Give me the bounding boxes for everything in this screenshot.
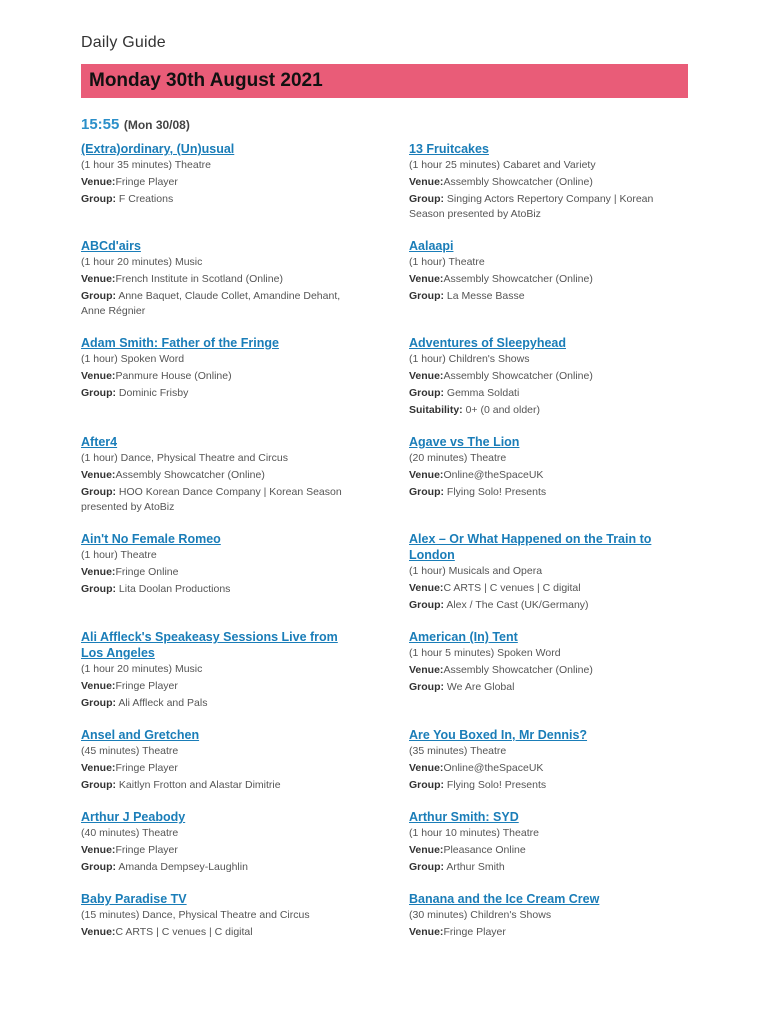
show-group-row xyxy=(81,582,361,597)
show-suitability-value: 0+ (0 and older) xyxy=(465,404,541,416)
show-duration-genre: (1 hour 25 minutes) Cabaret and Variety xyxy=(409,159,596,171)
show-title-link[interactable]: Aalaapi xyxy=(409,239,454,253)
show-entry xyxy=(81,335,361,420)
show-venue-label: Venue: xyxy=(81,176,116,188)
show-venue-label: Venue: xyxy=(81,469,116,481)
show-group-row xyxy=(409,598,689,613)
show-group-value: Flying Solo! Presents xyxy=(446,779,547,791)
show-group-row xyxy=(81,860,361,875)
show-venue-label: Venue: xyxy=(409,664,444,676)
show-entry xyxy=(409,141,689,224)
show-entry xyxy=(409,531,689,615)
show-venue-label: Venue: xyxy=(409,273,444,285)
show-duration-genre: (1 hour 20 minutes) Music xyxy=(81,256,203,268)
show-group-value: F Creations xyxy=(118,193,174,205)
show-venue-row xyxy=(409,761,689,776)
show-venue-label: Venue: xyxy=(409,582,444,594)
show-venue-label: Venue: xyxy=(81,844,116,856)
show-venue-row xyxy=(409,663,689,678)
show-venue-label: Venue: xyxy=(409,469,444,481)
show-duration-genre: (1 hour) Theatre xyxy=(81,549,157,561)
show-group-value: La Messe Basse xyxy=(446,290,525,302)
show-group-value: HOO Korean Dance Company | Korean Season presented by AtoBiz xyxy=(81,486,342,513)
show-group-row xyxy=(81,778,361,793)
show-group-row xyxy=(409,192,689,222)
time-slot-date: (Mon 30/08) xyxy=(123,118,190,132)
show-title-link[interactable]: Ain't No Female Romeo xyxy=(81,532,221,546)
show-group-label: Group: xyxy=(409,599,444,611)
show-group-label: Group: xyxy=(81,779,116,791)
show-group-row xyxy=(409,680,689,695)
show-group-row xyxy=(409,289,689,304)
show-group-label: Group: xyxy=(409,193,444,205)
show-group-value: Singing Actors Repertory Company | Korean Season presented by AtoBiz xyxy=(409,193,654,220)
show-group-value: Gemma Soldati xyxy=(446,387,520,399)
show-venue-value: Online@theSpaceUK xyxy=(443,469,544,481)
show-group-label: Group: xyxy=(81,486,116,498)
show-duration-genre: (20 minutes) Theatre xyxy=(409,452,507,464)
show-group-label: Group: xyxy=(409,290,444,302)
show-entry xyxy=(81,727,361,795)
show-venue-value: Assembly Showcatcher (Online) xyxy=(443,176,593,188)
show-group-label: Group: xyxy=(81,193,116,205)
show-entry xyxy=(409,891,689,942)
show-group-value: Anne Baquet, Claude Collet, Amandine Dehant, Anne Régnier xyxy=(81,290,341,317)
show-group-row xyxy=(409,860,689,875)
show-venue-row xyxy=(81,925,361,940)
show-entry xyxy=(81,809,361,877)
show-venue-label: Venue: xyxy=(81,566,116,578)
show-group-value: Lita Doolan Productions xyxy=(118,583,231,595)
show-venue-row xyxy=(409,843,689,858)
show-group-value: We Are Global xyxy=(446,681,515,693)
show-venue-value: C ARTS | C venues | C digital xyxy=(115,926,253,938)
show-venue-value: French Institute in Scotland (Online) xyxy=(115,273,283,285)
show-title-link[interactable]: American (In) Tent xyxy=(409,630,518,644)
show-entry xyxy=(81,434,361,517)
show-duration-genre: (35 minutes) Theatre xyxy=(409,745,507,757)
show-group-row xyxy=(409,485,689,500)
show-entry xyxy=(409,335,689,420)
show-entry xyxy=(409,434,689,517)
show-title-link[interactable]: Ansel and Gretchen xyxy=(81,728,200,742)
show-venue-value: Fringe Online xyxy=(115,566,179,578)
show-duration-genre: (1 hour 35 minutes) Theatre xyxy=(81,159,211,171)
show-title-link[interactable]: Are You Boxed In, Mr Dennis? xyxy=(409,728,588,742)
show-duration-genre: (1 hour 20 minutes) Music xyxy=(81,663,203,675)
show-group-row xyxy=(81,696,361,711)
show-title-link[interactable]: Adventures of Sleepyhead xyxy=(409,336,566,350)
show-venue-label: Venue: xyxy=(409,176,444,188)
show-duration-genre: (1 hour) Spoken Word xyxy=(81,353,185,365)
show-venue-value: Fringe Player xyxy=(115,176,178,188)
page-header: Daily Guide xyxy=(81,34,166,51)
show-title-link[interactable]: Agave vs The Lion xyxy=(409,435,520,449)
show-group-value: Flying Solo! Presents xyxy=(446,486,547,498)
show-group-label: Group: xyxy=(81,290,116,302)
show-venue-value: Fringe Player xyxy=(115,762,178,774)
show-group-value: Kaitlyn Frotton and Alastar Dimitrie xyxy=(118,779,281,791)
show-suitability-label: Suitability: xyxy=(409,404,463,416)
show-venue-value: Fringe Player xyxy=(115,844,178,856)
show-venue-value: Fringe Player xyxy=(115,680,178,692)
show-group-row xyxy=(81,485,361,515)
show-group-row xyxy=(81,289,361,319)
show-venue-row xyxy=(81,369,361,384)
show-group-label: Group: xyxy=(409,486,444,498)
show-group-row xyxy=(81,386,361,401)
time-slot xyxy=(81,116,190,134)
show-venue-row xyxy=(81,761,361,776)
show-venue-label: Venue: xyxy=(81,273,116,285)
show-venue-label: Venue: xyxy=(81,762,116,774)
show-entry xyxy=(409,238,689,321)
show-duration-genre: (15 minutes) Dance, Physical Theatre and Circus xyxy=(81,909,310,921)
show-venue-label: Venue: xyxy=(409,844,444,856)
show-duration-genre: (40 minutes) Theatre xyxy=(81,827,179,839)
show-duration-genre: (1 hour 5 minutes) Spoken Word xyxy=(409,647,561,659)
show-duration-genre: (1 hour 10 minutes) Theatre xyxy=(409,827,539,839)
show-group-label: Group: xyxy=(81,861,116,873)
show-title-link[interactable]: ABCd'airs xyxy=(81,239,141,253)
show-group-row xyxy=(409,386,689,401)
show-group-label: Group: xyxy=(81,697,116,709)
show-title-link[interactable]: Banana and the Ice Cream Crew xyxy=(409,892,600,906)
show-venue-row xyxy=(409,468,689,483)
show-entry xyxy=(409,727,689,795)
show-duration-genre: (1 hour) Musicals and Opera xyxy=(409,565,543,577)
show-venue-value: Online@theSpaceUK xyxy=(443,762,544,774)
show-duration-genre: (1 hour) Theatre xyxy=(409,256,485,268)
time-slot-time: 15:55 xyxy=(81,116,120,133)
show-venue-value: Assembly Showcatcher (Online) xyxy=(443,664,593,676)
date-heading: Monday 30th August 2021 xyxy=(89,70,323,91)
show-group-row xyxy=(81,192,361,207)
show-group-value: Ali Affleck and Pals xyxy=(118,697,208,709)
show-venue-row xyxy=(81,272,361,287)
show-title-link[interactable]: Alex – Or What Happened on the Train to London xyxy=(409,532,652,562)
show-title-link[interactable]: Adam Smith: Father of the Fringe xyxy=(81,336,279,350)
show-entry xyxy=(81,891,361,942)
show-entry xyxy=(81,531,361,615)
show-venue-row xyxy=(81,565,361,580)
show-venue-label: Venue: xyxy=(81,926,116,938)
show-venue-row xyxy=(409,581,689,596)
show-venue-value: Assembly Showcatcher (Online) xyxy=(443,273,593,285)
show-title-link[interactable]: Ali Affleck's Speakeasy Sessions Live from Los Angeles xyxy=(81,630,338,660)
show-title-link[interactable]: Arthur Smith: SYD xyxy=(409,810,519,824)
show-group-label: Group: xyxy=(409,861,444,873)
show-venue-row xyxy=(409,369,689,384)
show-title-link[interactable]: Arthur J Peabody xyxy=(81,810,186,824)
date-banner xyxy=(81,64,688,98)
show-duration-genre: (30 minutes) Children's Shows xyxy=(409,909,552,921)
show-venue-row xyxy=(81,468,361,483)
show-list xyxy=(81,141,689,956)
show-group-label: Group: xyxy=(409,779,444,791)
show-venue-label: Venue: xyxy=(81,370,116,382)
show-duration-genre: (1 hour) Children's Shows xyxy=(409,353,530,365)
show-group-label: Group: xyxy=(409,681,444,693)
show-venue-value: Panmure House (Online) xyxy=(115,370,232,382)
show-group-label: Group: xyxy=(81,583,116,595)
show-venue-label: Venue: xyxy=(409,926,444,938)
show-group-label: Group: xyxy=(409,387,444,399)
show-group-row xyxy=(409,778,689,793)
show-venue-row xyxy=(81,843,361,858)
show-title-link[interactable]: Baby Paradise TV xyxy=(81,892,187,906)
show-venue-value: Fringe Player xyxy=(443,926,506,938)
show-group-value: Dominic Frisby xyxy=(118,387,189,399)
show-entry xyxy=(81,629,361,713)
show-entry xyxy=(409,629,689,713)
show-venue-value: Assembly Showcatcher (Online) xyxy=(443,370,593,382)
show-venue-row xyxy=(81,679,361,694)
show-group-value: Amanda Dempsey-Laughlin xyxy=(118,861,248,873)
show-group-value: Arthur Smith xyxy=(446,861,505,873)
show-venue-value: Pleasance Online xyxy=(443,844,526,856)
show-venue-row xyxy=(409,272,689,287)
show-venue-label: Venue: xyxy=(81,680,116,692)
show-title-link[interactable]: (Extra)ordinary, (Un)usual xyxy=(81,142,235,156)
show-entry xyxy=(81,141,361,224)
show-suitability-row xyxy=(409,403,689,418)
show-title-link[interactable]: 13 Fruitcakes xyxy=(409,142,489,156)
show-venue-value: C ARTS | C venues | C digital xyxy=(443,582,581,594)
show-venue-row xyxy=(409,175,689,190)
show-venue-label: Venue: xyxy=(409,762,444,774)
show-title-link[interactable]: After4 xyxy=(81,435,118,449)
show-venue-label: Venue: xyxy=(409,370,444,382)
show-duration-genre: (45 minutes) Theatre xyxy=(81,745,179,757)
show-venue-row xyxy=(81,175,361,190)
show-entry xyxy=(409,809,689,877)
show-group-label: Group: xyxy=(81,387,116,399)
show-venue-row xyxy=(409,925,689,940)
show-entry xyxy=(81,238,361,321)
show-duration-genre: (1 hour) Dance, Physical Theatre and Circus xyxy=(81,452,288,464)
show-group-value: Alex / The Cast (UK/Germany) xyxy=(446,599,589,611)
show-venue-value: Assembly Showcatcher (Online) xyxy=(115,469,265,481)
